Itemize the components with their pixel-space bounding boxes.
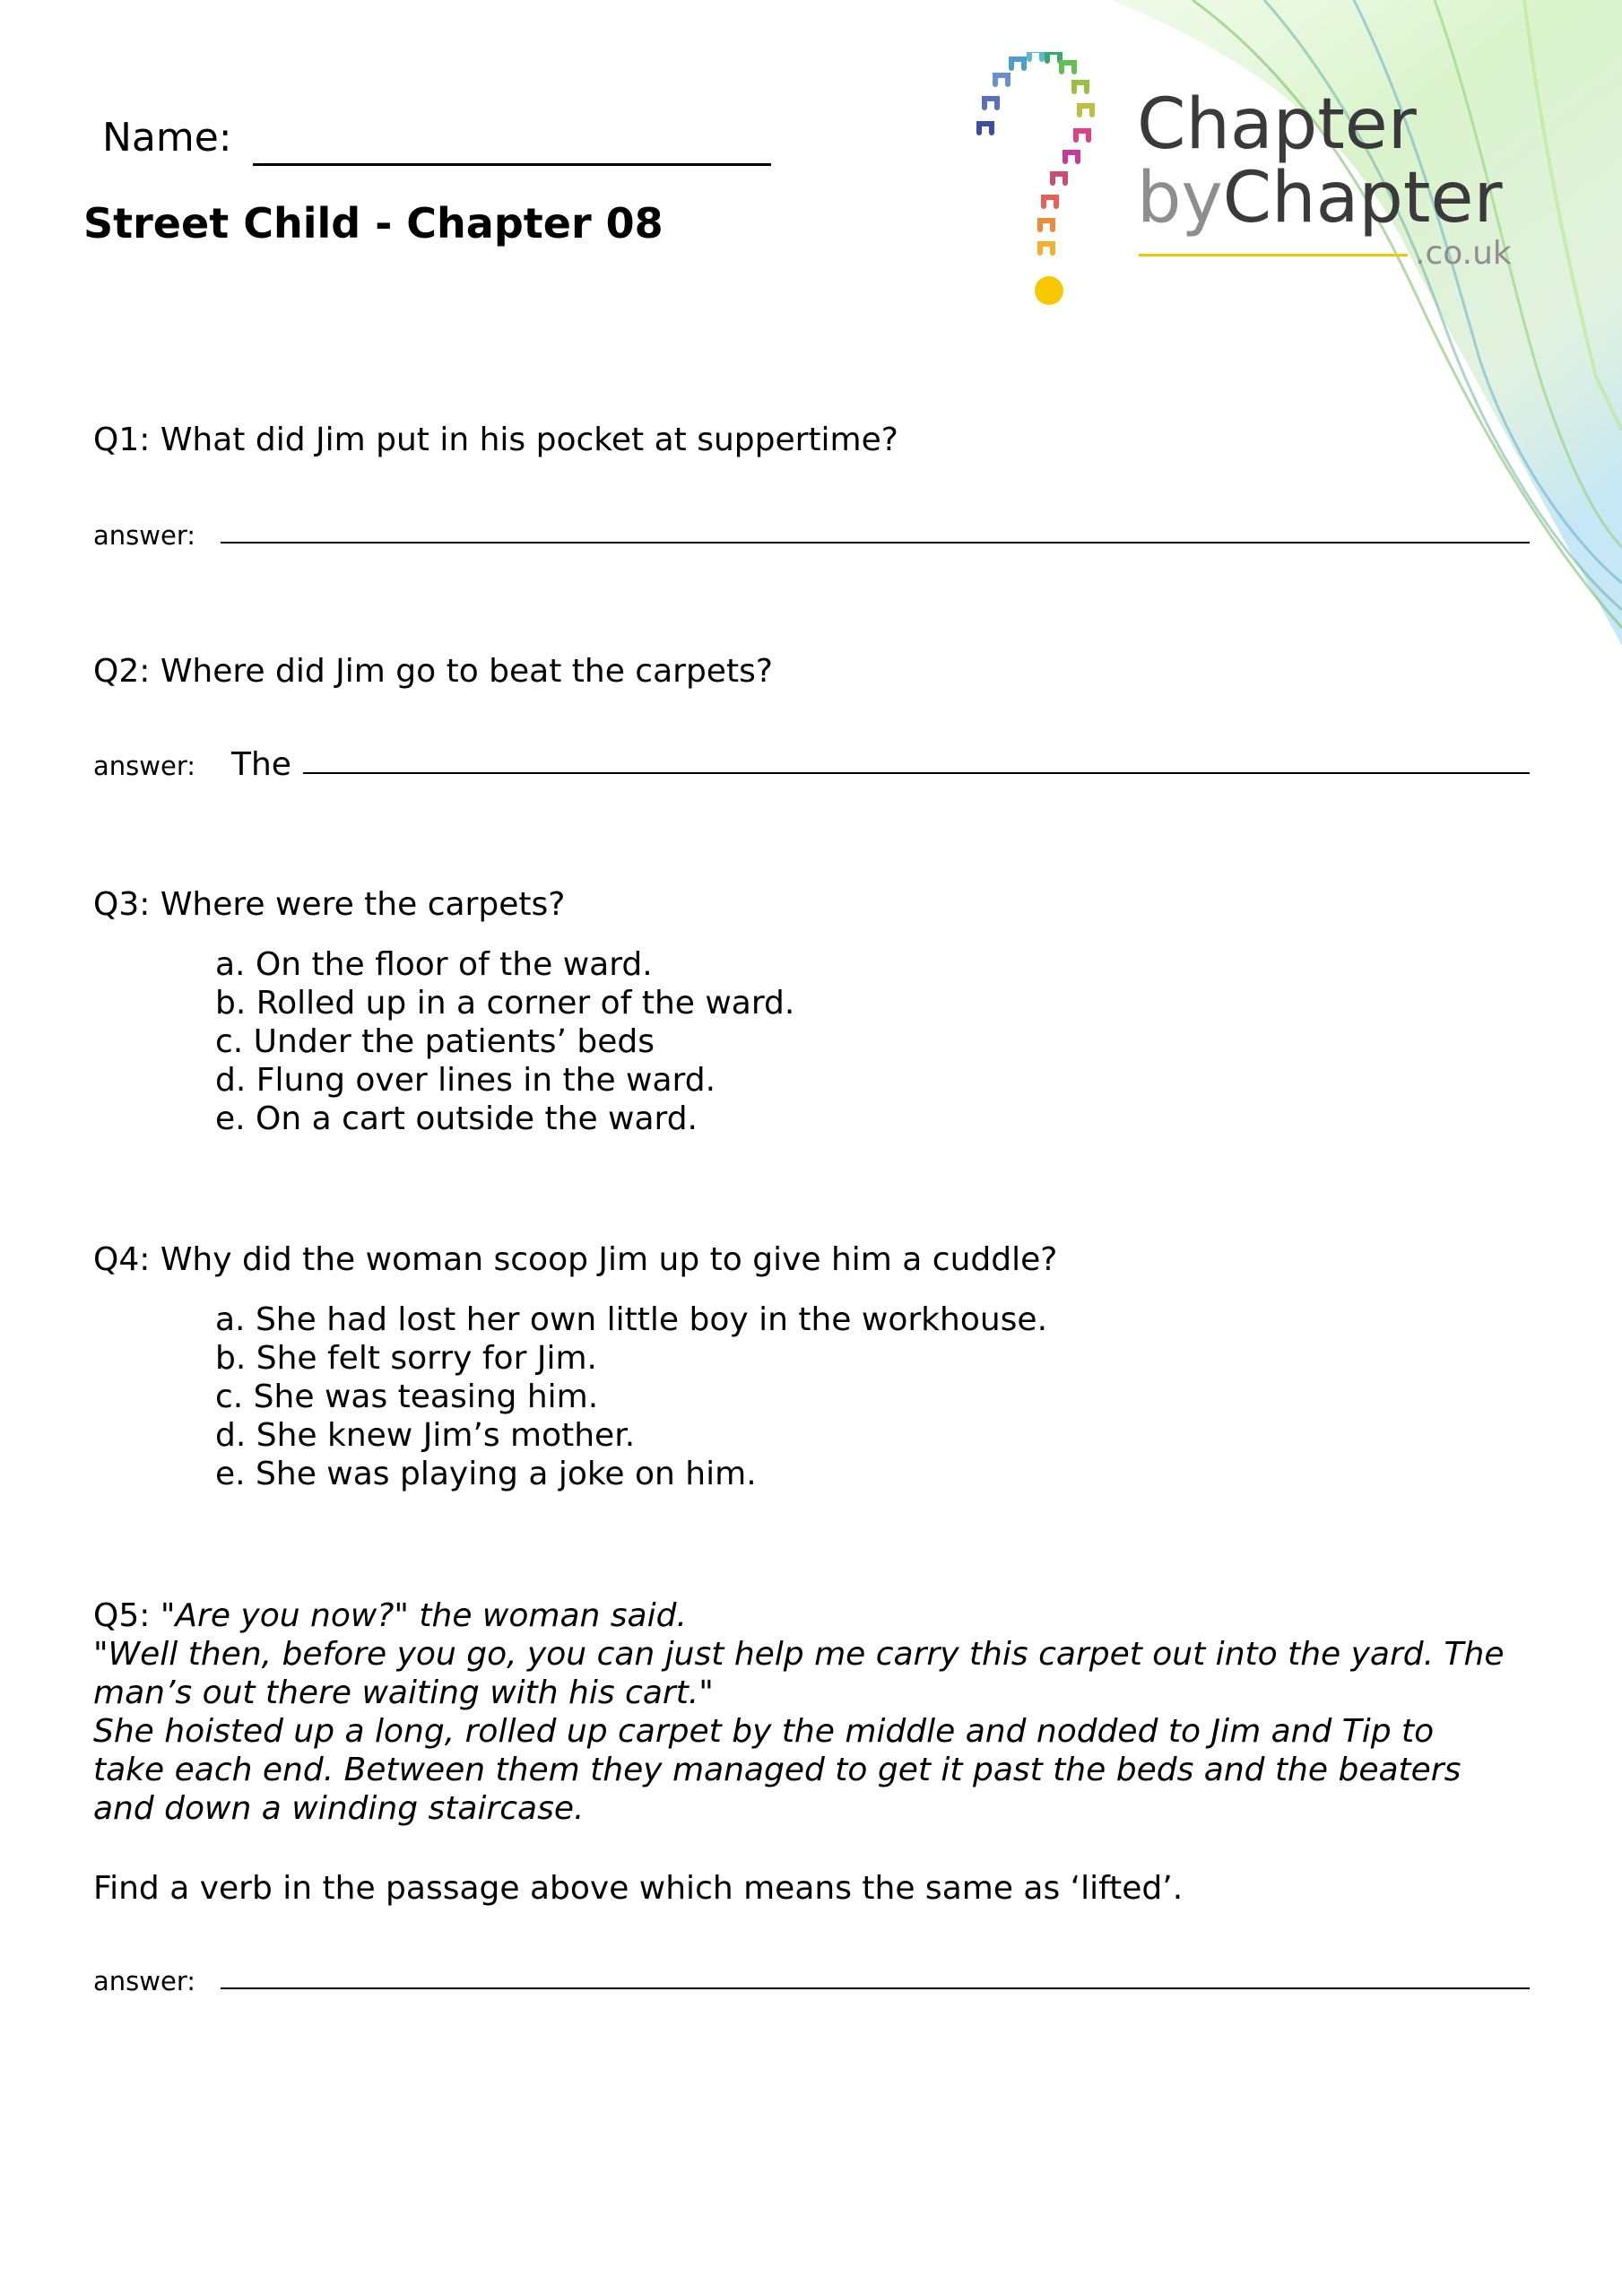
q2-question: Q2: Where did Jim go to beat the carpets? (93, 653, 773, 690)
q1-answer-field[interactable] (221, 542, 1530, 544)
q5-passage-line-1 (93, 1596, 1546, 1635)
q2-answer-label: answer: (93, 751, 196, 781)
name-field[interactable] (253, 163, 771, 166)
q3-option-e[interactable]: e. On a cart outside the ward. (215, 1100, 698, 1137)
worksheet-title: Street Child - Chapter 08 (83, 199, 664, 248)
q2-answer-field[interactable] (303, 772, 1530, 774)
name-label: Name: (102, 115, 232, 161)
q5-answer-field[interactable] (221, 1987, 1530, 1989)
q5-passage-line-2: "Well then, before you go, you can just help me carry this carpet out into the yard. The (93, 1636, 1505, 1673)
q3-option-b[interactable]: b. Rolled up in a corner of the ward. (215, 985, 795, 1022)
q5-label: Q5: (93, 1597, 151, 1634)
q3-option-a[interactable]: a. On the floor of the ward. (215, 946, 653, 983)
q4-option-a[interactable]: a. She had lost her own little boy in the workhouse. (215, 1301, 1048, 1338)
q5-passage-line-6: and down a winding staircase. (93, 1790, 585, 1827)
book-question-mark-logo-icon (968, 52, 1112, 312)
q5-passage (93, 1596, 1546, 1828)
q3-option-d[interactable]: d. Flung over lines in the ward. (215, 1062, 716, 1099)
q3-option-c[interactable]: c. Under the patients’ beds (215, 1023, 655, 1060)
q1-answer-label: answer: (93, 520, 196, 551)
q4-option-d[interactable]: d. She knew Jim’s mother. (215, 1417, 636, 1454)
q2-answer-prefix: The (231, 746, 291, 783)
logo-word-chapter2: Chapter (1222, 158, 1503, 239)
q5-passage-line-3: man’s out there waiting with his cart." (93, 1674, 714, 1711)
logo-word-bychapter (1137, 158, 1503, 239)
logo-underline (1139, 254, 1408, 257)
q5-passage-line-4: She hoisted up a long, rolled up carpet by the middle and nodded to Jim and Tip to (93, 1713, 1435, 1750)
q5-question: Find a verb in the passage above which means the same as ‘lifted’. (93, 1870, 1184, 1907)
q4-option-c[interactable]: c. She was teasing him. (215, 1378, 599, 1415)
q1-question: Q1: What did Jim put in his pocket at suppertime? (93, 422, 898, 458)
q5-passage-line-1-text: "Are you now?" the woman said. (160, 1597, 687, 1634)
q4-option-e[interactable]: e. She was playing a joke on him. (215, 1456, 757, 1492)
q5-answer-label: answer: (93, 1966, 196, 1996)
logo-domain: .co.uk (1415, 235, 1512, 272)
q4-option-b[interactable]: b. She felt sorry for Jim. (215, 1340, 597, 1377)
q4-options (215, 1300, 1047, 1493)
q3-options (215, 945, 794, 1138)
q5-passage-line-5: take each end. Between them they managed to get it past the beds and the beaters (93, 1752, 1462, 1788)
q3-question: Q3: Where were the carpets? (93, 886, 566, 923)
q4-question: Q4: Why did the woman scoop Jim up to give him a cuddle? (93, 1241, 1058, 1278)
logo-word-by: by (1137, 158, 1223, 239)
logo-word-chapter: Chapter (1137, 84, 1417, 165)
